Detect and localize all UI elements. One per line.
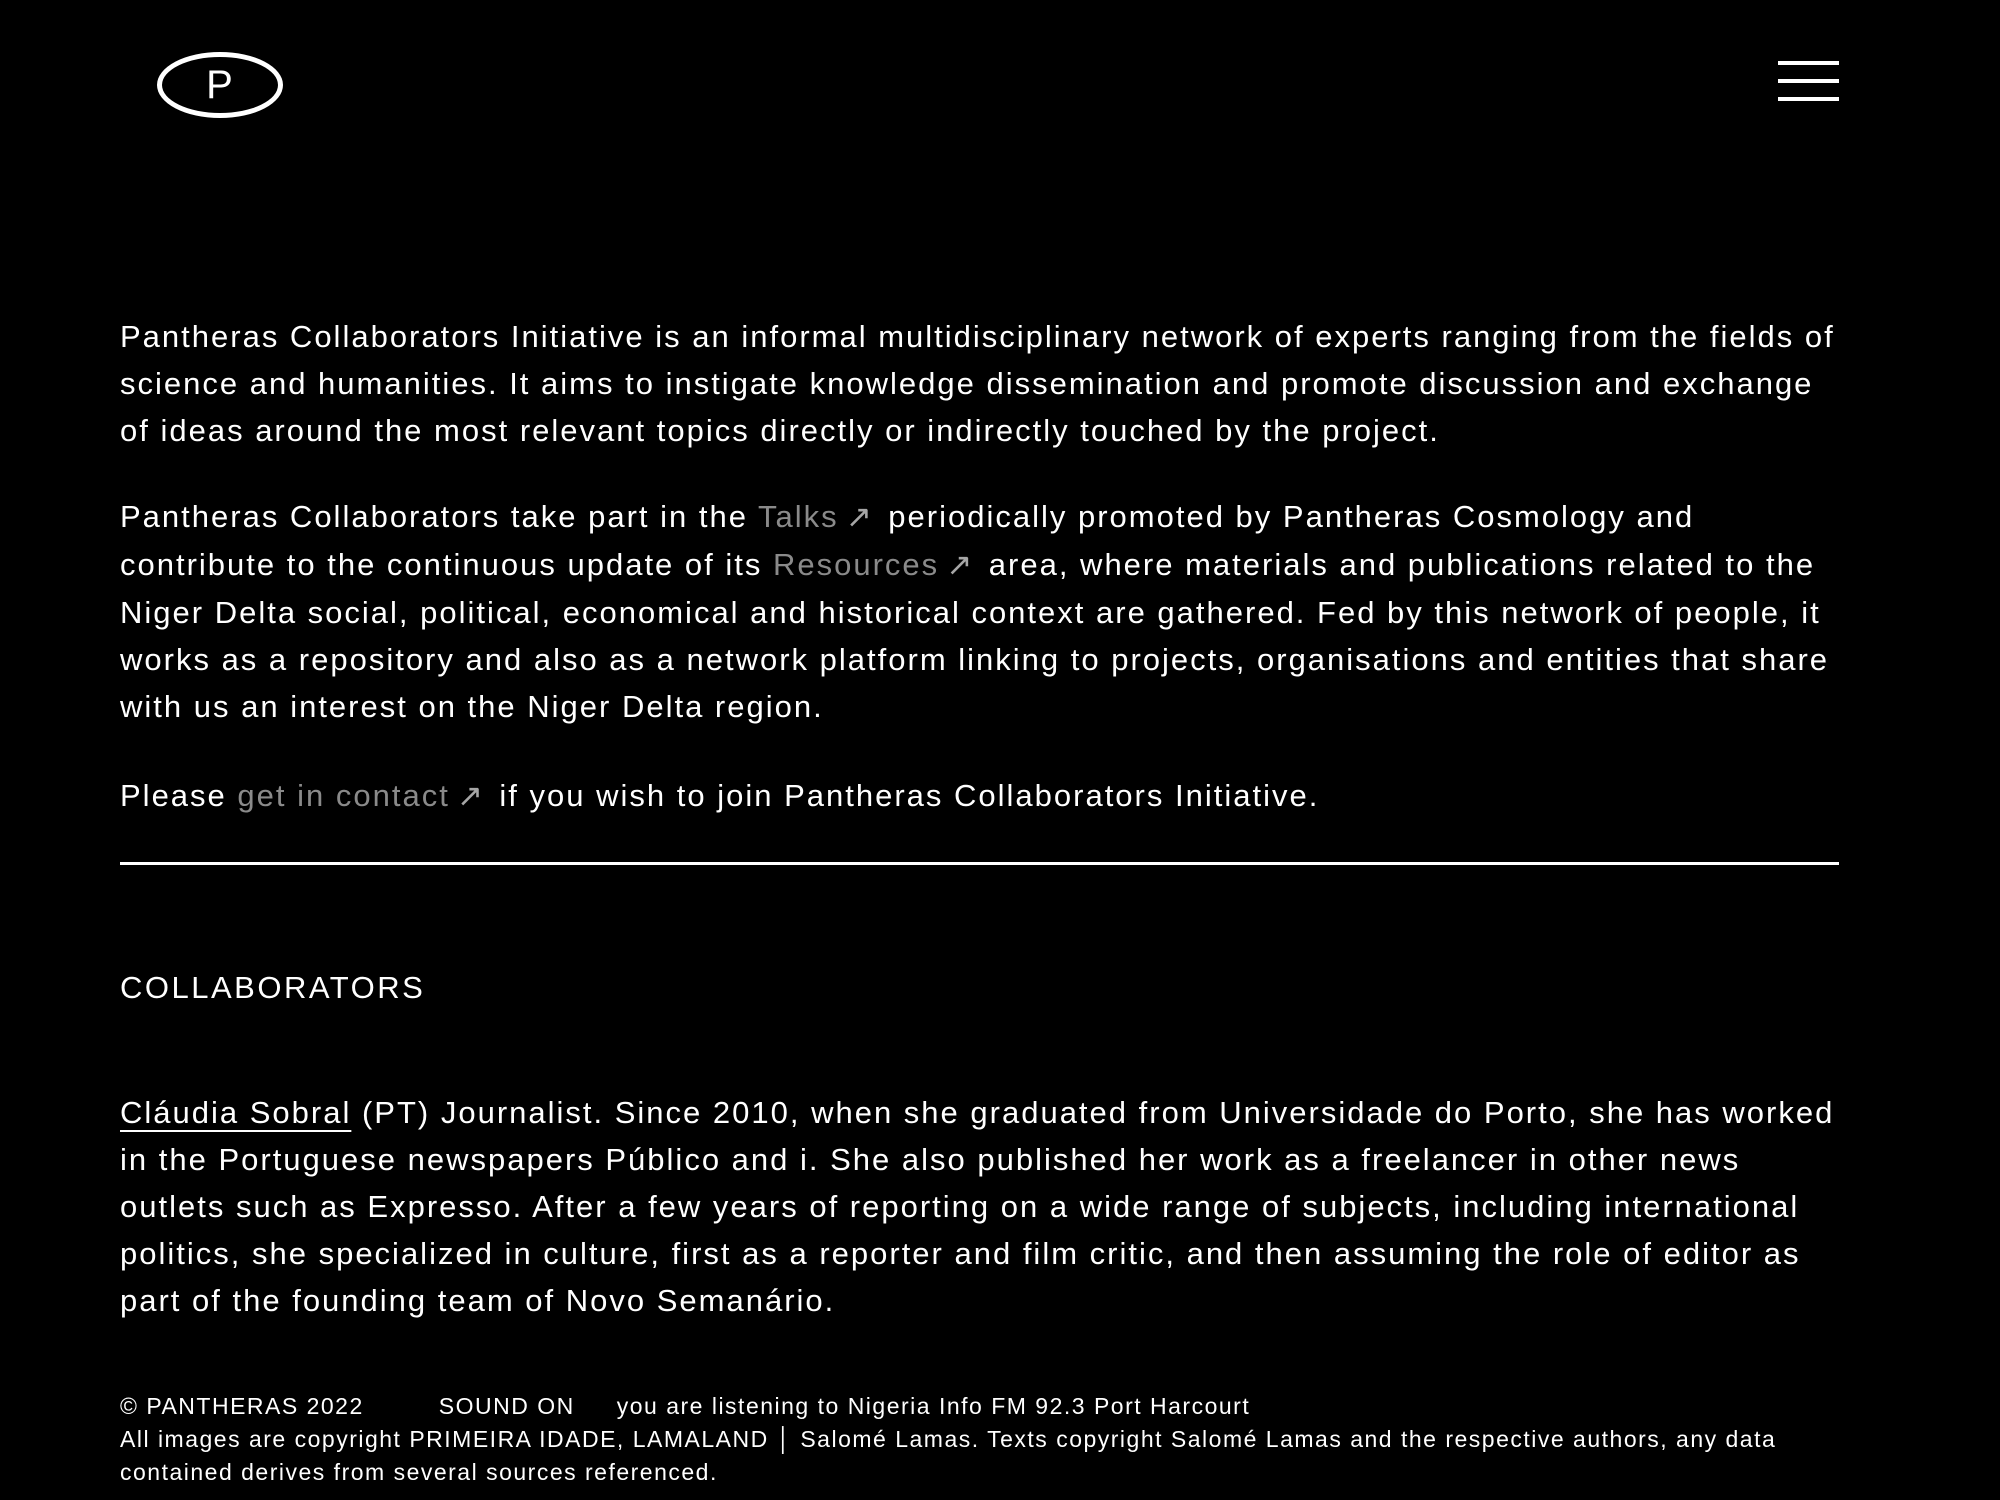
talks-link[interactable]: Talks bbox=[758, 499, 839, 534]
main-content bbox=[120, 313, 1839, 1363]
logo-button[interactable] bbox=[157, 52, 283, 118]
logo-letter: P bbox=[206, 62, 234, 107]
credits-text: All images are copyright PRIMEIRA IDADE, LAMALAND │ Salomé Lamas. Texts copyright Salomé Lamas and the respective authors, any data contained derives from several sources referenced. bbox=[120, 1426, 1777, 1485]
hamburger-icon bbox=[1778, 97, 1839, 101]
collaborator-name-link[interactable]: Cláudia Sobral bbox=[120, 1095, 352, 1130]
footer bbox=[120, 1390, 1839, 1489]
footer-row bbox=[120, 1390, 1839, 1423]
collaborators-heading: COLLABORATORS bbox=[120, 970, 426, 1005]
hamburger-icon bbox=[1778, 79, 1839, 83]
arrow-up-right-icon[interactable]: ↗ bbox=[946, 547, 975, 583]
resources-link[interactable]: Resources bbox=[773, 547, 940, 582]
sound-on-toggle[interactable]: SOUND ON bbox=[439, 1390, 575, 1423]
intro-paragraph-1: Pantheras Collaborators Initiative is an informal multidisciplinary network of experts ranging from the fields of science and humanities. It aims to instigate knowledge dissemination and promote discussion and exchange of ideas around the most relevant topics directly or indirectly touched by the project. bbox=[120, 319, 1835, 448]
arrow-up-right-icon[interactable]: ↗ bbox=[845, 499, 874, 535]
now-playing-text: you are listening to Nigeria Info FM 92.3 Port Harcourt bbox=[616, 1393, 1251, 1419]
copyright-text: © PANTHERAS 2022 bbox=[120, 1393, 364, 1419]
collaborator-bio: Cláudia Sobral (PT) Journalist. Since 2010, when she graduated from Universidade do Porto, she has worked in the Portuguese newspapers Público and i. She also published her work as a freelancer in other news outlets such as Expresso. After a few years of reporting on a wide range of subjects, including international politics, she specialized in culture, first as a reporter and film critic, and then assuming the role of editor as part of the founding team of Novo Semanário. bbox=[120, 1095, 1835, 1318]
hamburger-icon bbox=[1778, 61, 1839, 65]
intro-paragraph-3: Please get in contact ↗ if you wish to join Pantheras Collaborators Initiative. bbox=[120, 778, 1320, 814]
divider bbox=[120, 862, 1839, 865]
arrow-up-right-icon[interactable]: ↗ bbox=[456, 778, 485, 814]
get-in-contact-link[interactable]: get in contact bbox=[237, 778, 450, 813]
intro-paragraph-2: Pantheras Collaborators take part in the Talks ↗ periodically promoted by Pantheras Cosmology and contribute to the continuous update of its Resources ↗ area, where materials and publications related to the Niger Delta social, political, economical and historical context are gathered. Fed by this network of people, it works as a repository and also as a network platform linking to projects, organisations and entities that share with us an interest on the Niger Delta region. bbox=[120, 499, 1830, 724]
menu-button[interactable] bbox=[1778, 61, 1839, 101]
